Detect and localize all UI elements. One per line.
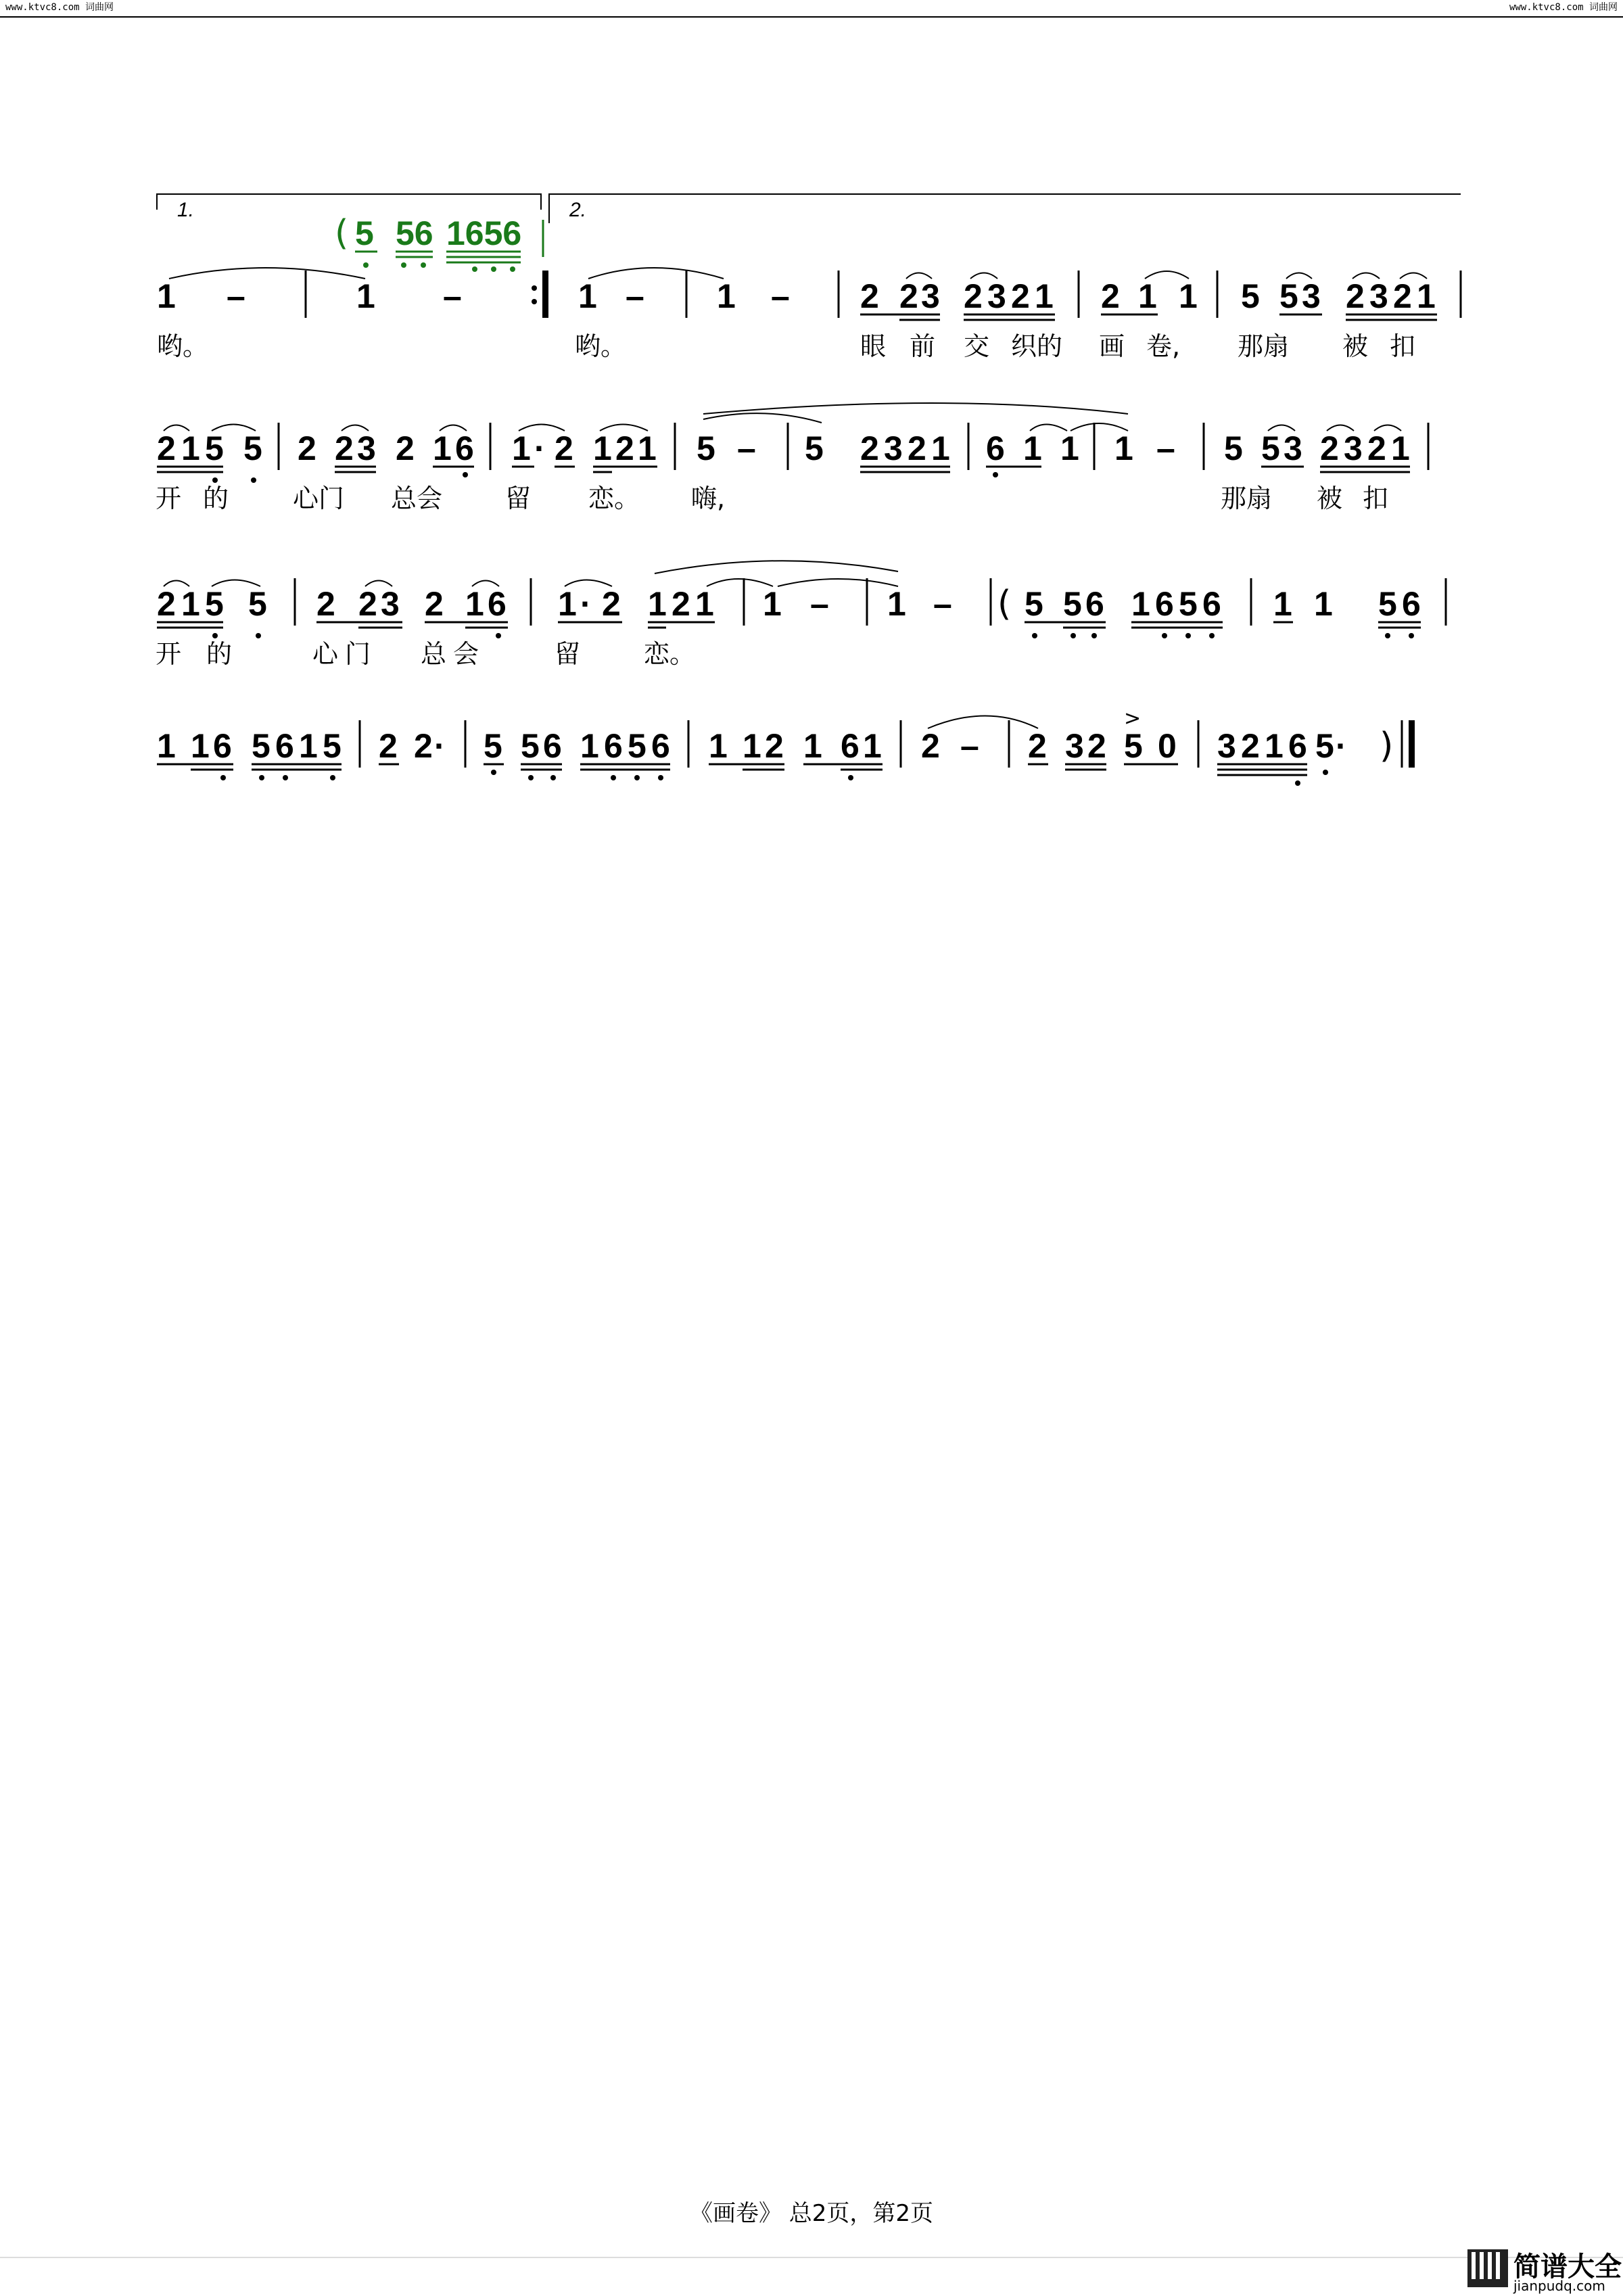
note: 5 [243,429,262,467]
note: 3 [921,277,940,315]
note: 1 [356,277,375,315]
note: – [737,429,756,467]
note: 1 [717,277,736,315]
lyric: 留 [505,484,532,513]
note: 5 [484,727,502,765]
lyric: 心门 [293,484,345,513]
lyric: 会 [453,639,479,669]
volta-label-2: 2. [569,199,587,221]
header-left: www.ktvc8.com 词曲网 [5,2,114,13]
page-footer: 《画卷》 总2页，第2页 [689,2200,934,2227]
accent-mark: > [1124,707,1142,730]
lyric: 被 [1342,331,1369,361]
note: 1 [1023,429,1042,467]
lyric: 那扇 [1221,484,1273,513]
note: 1 [593,429,612,467]
volta-label-1: 1. [177,199,195,221]
note: 1 [433,429,452,467]
note: 6 [841,727,860,765]
note: 2 [860,277,879,315]
note: 6 [1402,585,1421,623]
note: – [933,585,952,623]
note: 2 [1320,429,1339,467]
note: 1 [299,727,318,765]
note: 3 [1065,727,1084,765]
note: 5 [1063,585,1082,623]
note: 1 [580,727,599,765]
note: 6 [1155,585,1174,623]
note: 3 [1369,277,1388,315]
green-note: 56 [396,214,433,252]
note: 2 [414,727,433,765]
note: 0 [1158,727,1177,765]
note: 5 [1025,585,1043,623]
row-4 [157,707,1415,786]
note: 1 [931,429,950,467]
note: 3 [987,277,1006,315]
lyric: 扣 [1390,331,1416,361]
note: 2 [964,277,983,315]
note: · [580,585,592,623]
note: 1 [191,727,210,765]
note: 1 [763,585,782,623]
note: 2 [157,585,176,623]
note: 5 [323,727,342,765]
lyric: 留 [555,639,581,669]
logo-title: 简谱大全 [1513,2251,1622,2282]
site-logo [1467,2245,1623,2296]
note: · [434,727,446,765]
note: 5 [1124,727,1143,765]
note: 5 [1241,277,1260,315]
note: 1 [1265,727,1284,765]
note: 1 [1035,277,1054,315]
note: 1 [1314,585,1333,623]
row-2 [156,403,1428,513]
row-1 [157,268,1461,361]
note: 2 [672,585,690,623]
lyric: 开 [156,639,182,669]
note: 1 [1391,429,1410,467]
note: 1 [181,429,200,467]
green-interlude [335,213,543,272]
lyric: 被 [1317,484,1343,513]
note: 2 [921,727,940,765]
note: 5 [1315,727,1334,765]
note: 3 [1344,429,1363,467]
note: 2 [1367,429,1386,467]
note: 2 [1241,727,1260,765]
note: 1 [578,277,597,315]
note: 6 [488,585,507,623]
note: 2 [425,585,444,623]
lyric: 开 [156,484,182,513]
note: 1 [512,429,531,467]
note: 2 [1011,277,1030,315]
note: 2 [765,727,784,765]
note: 2 [1346,277,1365,315]
note: 3 [1302,277,1321,315]
header-right: www.ktvc8.com 词曲网 [1509,2,1618,13]
note: 1 [1417,277,1436,315]
note: 6 [455,429,474,467]
note: 3 [1284,429,1302,467]
lyric: 恋。 [644,639,696,669]
note: 1 [1273,585,1292,623]
note: 1 [803,727,822,765]
logo-url: jianpudq.com [1513,2278,1605,2294]
note: 1 [1060,429,1079,467]
note: – [810,585,829,623]
note: 1 [1131,585,1150,623]
lyric: 织的 [1011,331,1063,361]
volta-bracket-2 [549,194,1461,223]
note: 2 [602,585,621,623]
note: 1 [465,585,484,623]
note: 2 [1028,727,1047,765]
note: 2 [555,429,573,467]
note: 6 [604,727,623,765]
lyric: 门 [345,639,371,669]
lyric: 哟。 [575,331,627,361]
lyric: 的 [203,484,229,513]
note: 5 [1179,585,1198,623]
note: 1 [1114,429,1133,467]
lyric: 画 [1099,331,1125,361]
note: 3 [381,585,400,623]
note: 2 [908,429,926,467]
note: – [1156,429,1175,467]
note: 6 [543,727,562,765]
lyric: 哟。 [157,331,209,361]
note: 5 [205,429,224,467]
note: 1 [157,727,176,765]
note: 5 [521,727,540,765]
note: 2 [298,429,316,467]
note: 1 [743,727,761,765]
note: 2 [1087,727,1106,765]
note: 2 [860,429,879,467]
note: 2 [396,429,415,467]
note: 2 [358,585,377,623]
note: – [626,277,644,315]
note: 1 [157,277,176,315]
row-3 [156,561,1446,669]
note: 3 [357,429,376,467]
lyric: 交 [964,331,990,361]
note: 5 [248,585,267,623]
note: 2 [316,585,335,623]
note: 2 [157,429,176,467]
lyric: 卷, [1146,331,1181,361]
note: 1 [638,429,657,467]
note: · [534,429,546,467]
note: 5 [1224,429,1243,467]
close-paren: ) [1380,726,1394,766]
lyric: 那扇 [1238,331,1290,361]
note: 3 [884,429,903,467]
note: 2 [335,429,354,467]
lyric: 嗨, [691,484,726,513]
lyric: 心 [312,639,339,669]
note: 5 [205,585,224,623]
note: 2 [615,429,634,467]
note: 1 [648,585,667,623]
note: · [1336,727,1347,765]
note: 6 [213,727,232,765]
note: 6 [651,727,670,765]
note: 6 [275,727,294,765]
green-open-paren: ( [335,213,349,254]
green-note: 1656 [446,214,522,252]
note: 6 [1288,727,1307,765]
note: – [443,277,462,315]
note: 6 [1202,585,1221,623]
note: 1 [709,727,728,765]
lyric: 的 [206,639,233,669]
note: – [227,277,245,315]
note: 1 [1138,277,1157,315]
open-paren: ( [997,584,1012,624]
note: 1 [558,585,577,623]
note: 2 [1101,277,1120,315]
note: 1 [1179,277,1198,315]
note: 1 [181,585,200,623]
green-note: 5 [355,214,374,252]
piano-icon [1467,2249,1508,2287]
note: 5 [1261,429,1280,467]
lyric: 眼 [860,331,887,361]
note: 5 [805,429,824,467]
volta-bracket-1 [157,194,541,210]
note: 2 [379,727,398,765]
note: – [960,727,979,765]
lyric: 扣 [1363,484,1389,513]
note: 5 [628,727,646,765]
note: 5 [697,429,715,467]
note: 1 [863,727,882,765]
lyric: 总会 [391,484,443,513]
note: 1 [695,585,714,623]
note: 3 [1217,727,1236,765]
note: 6 [986,429,1005,467]
note: 5 [1378,585,1397,623]
lyric: 恋。 [588,484,640,513]
note: 5 [1279,277,1298,315]
lyric: 总 [421,639,447,669]
note: 5 [252,727,270,765]
note: 2 [1393,277,1412,315]
note: 6 [1085,585,1104,623]
lyric: 前 [910,331,936,361]
note: 1 [887,585,906,623]
note: – [771,277,790,315]
note: 2 [899,277,918,315]
